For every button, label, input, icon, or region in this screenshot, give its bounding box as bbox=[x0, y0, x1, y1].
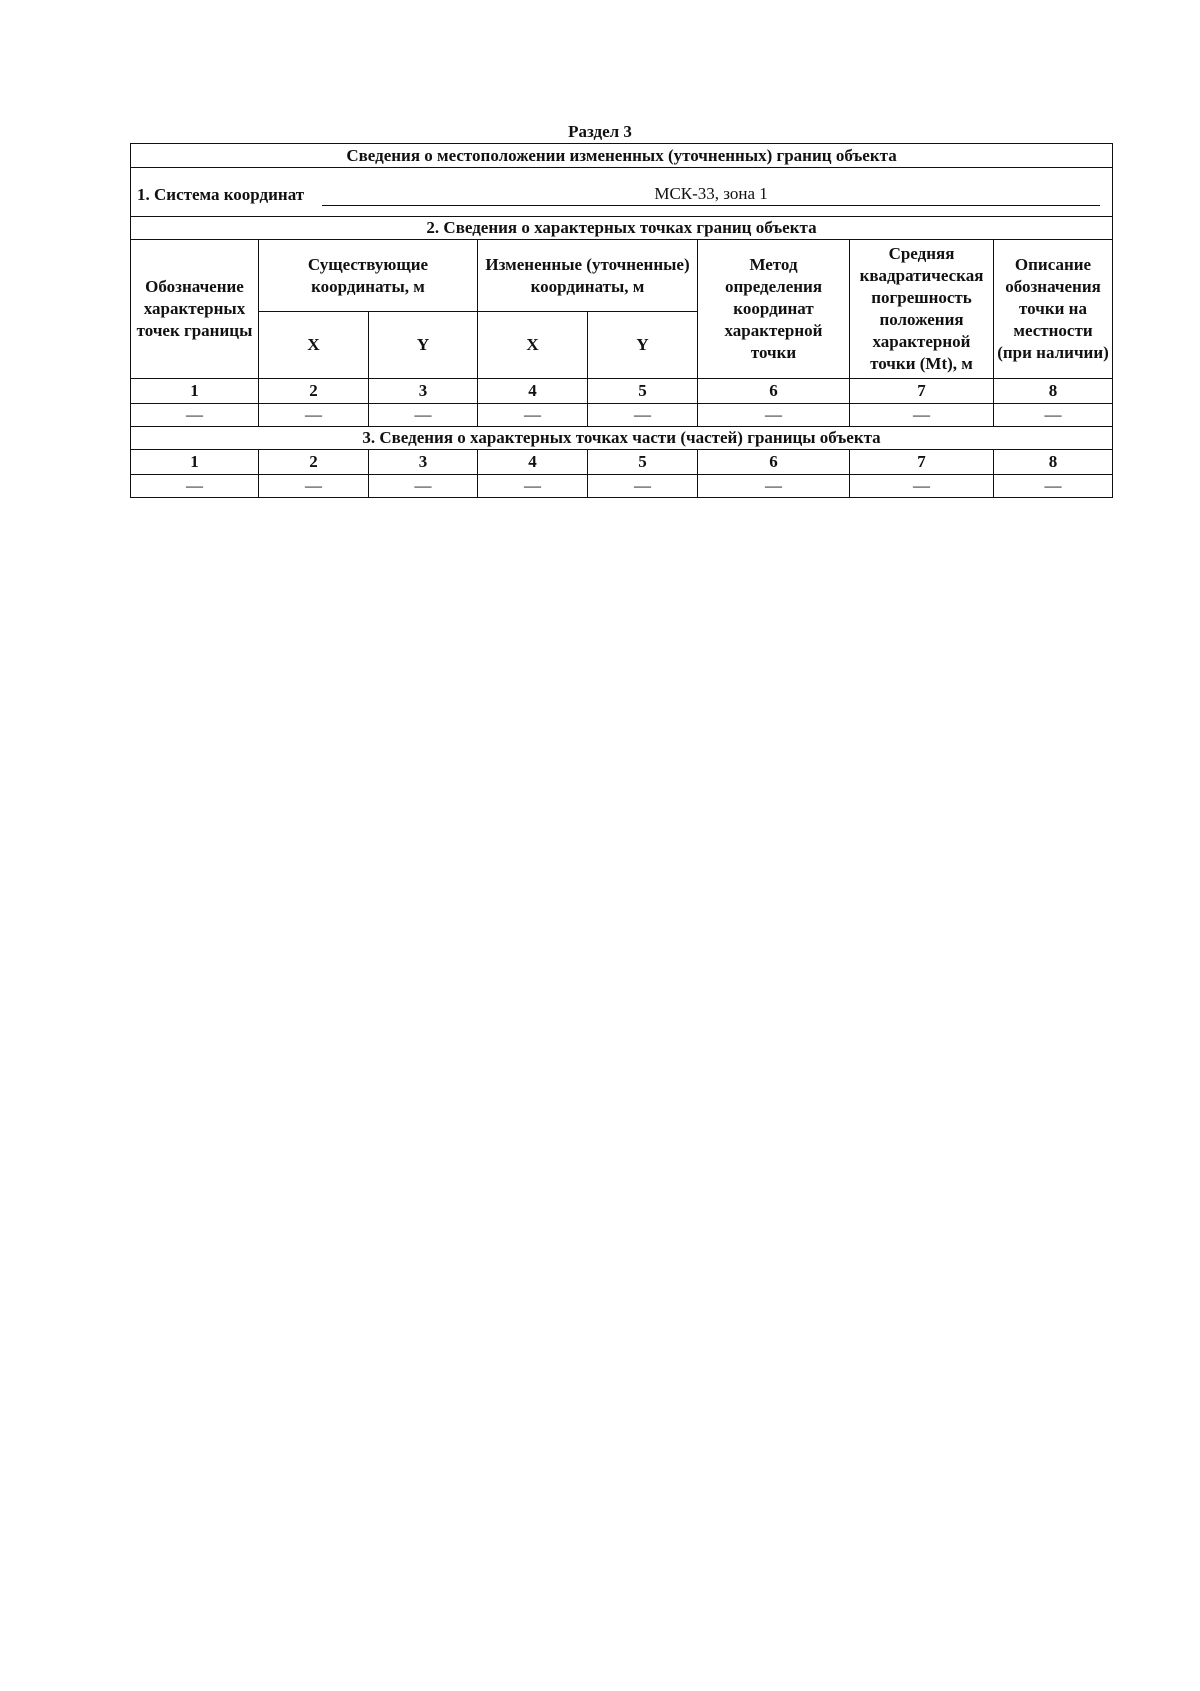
empty-cell: — bbox=[994, 475, 1113, 498]
column-number: 3 bbox=[369, 450, 478, 475]
empty-cell: — bbox=[698, 475, 850, 498]
empty-cell: — bbox=[369, 475, 478, 498]
column-number: 4 bbox=[478, 450, 588, 475]
empty-cell: — bbox=[850, 475, 994, 498]
header-error: Средняя квадратическая погрешность положения характерной точки (Mt), м bbox=[850, 240, 994, 379]
column-number: 8 bbox=[994, 379, 1113, 404]
empty-cell: — bbox=[698, 404, 850, 427]
empty-cell: — bbox=[478, 475, 588, 498]
part-column-numbers bbox=[131, 450, 1113, 475]
empty-cell: — bbox=[259, 404, 369, 427]
column-number: 2 bbox=[259, 450, 369, 475]
header-existing-y: Y bbox=[369, 312, 478, 379]
coordinate-system-row bbox=[131, 168, 1113, 217]
column-number: 1 bbox=[131, 450, 259, 475]
column-number: 6 bbox=[698, 379, 850, 404]
column-number: 7 bbox=[850, 379, 994, 404]
column-number: 7 bbox=[850, 450, 994, 475]
header-existing-coords: Существующие координаты, м bbox=[259, 240, 478, 312]
column-number: 3 bbox=[369, 379, 478, 404]
empty-cell: — bbox=[478, 404, 588, 427]
empty-cell: — bbox=[131, 475, 259, 498]
empty-cell: — bbox=[131, 404, 259, 427]
empty-cell: — bbox=[588, 404, 698, 427]
header-description: Описание обозначения точки на местности (при наличии) bbox=[994, 240, 1113, 379]
boundary-table bbox=[130, 143, 1113, 498]
empty-cell: — bbox=[369, 404, 478, 427]
table-caption: Сведения о местоположении измененных (уточненных) границ объекта bbox=[131, 144, 1113, 168]
column-number: 4 bbox=[478, 379, 588, 404]
empty-cell: — bbox=[994, 404, 1113, 427]
column-number: 5 bbox=[588, 450, 698, 475]
empty-cell: — bbox=[259, 475, 369, 498]
column-number: 1 bbox=[131, 379, 259, 404]
header-point-designation: Обозначение характерных точек границы bbox=[131, 240, 259, 379]
boundary-column-numbers bbox=[131, 379, 1113, 404]
empty-cell: — bbox=[850, 404, 994, 427]
header-changed-coords: Измененные (уточненные) координаты, м bbox=[478, 240, 698, 312]
coordinate-system-value: МСК-33, зона 1 bbox=[322, 183, 1100, 206]
boundary-points-caption: 2. Сведения о характерных точках границ объекта bbox=[131, 217, 1113, 240]
section-title: Раздел 3 bbox=[568, 122, 632, 141]
part-points-caption: 3. Сведения о характерных точках части (частей) границы объекта bbox=[131, 427, 1113, 450]
table-row bbox=[131, 475, 1113, 498]
column-number: 5 bbox=[588, 379, 698, 404]
header-method: Метод определения координат характерной точки bbox=[698, 240, 850, 379]
column-number: 2 bbox=[259, 379, 369, 404]
column-number: 8 bbox=[994, 450, 1113, 475]
column-number: 6 bbox=[698, 450, 850, 475]
header-changed-y: Y bbox=[588, 312, 698, 379]
header-existing-x: X bbox=[259, 312, 369, 379]
header-changed-x: X bbox=[478, 312, 588, 379]
empty-cell: — bbox=[588, 475, 698, 498]
coordinate-system-label: 1. Система координат bbox=[137, 185, 305, 204]
table-row bbox=[131, 404, 1113, 427]
